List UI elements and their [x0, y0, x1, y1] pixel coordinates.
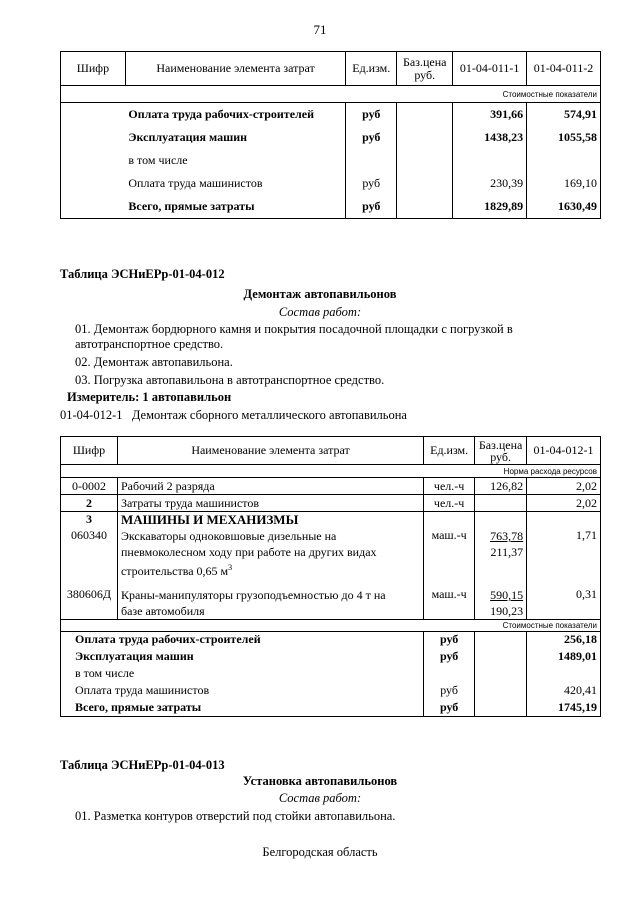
table-row: 0-0002 Рабочий 2 разряда чел.-ч 126,82 2,02	[61, 478, 601, 495]
work-item-013-1: 01. Разметка контуров отверстий под стойки автопавильона.	[75, 809, 396, 823]
table-row: Оплата труда машинистов руб 230,39 169,10	[61, 172, 601, 195]
page-number: 71	[313, 22, 327, 37]
resources-label: Норма расхода ресурсов	[61, 465, 601, 478]
header-unit: Ед.изм.	[346, 52, 397, 86]
table-row: в том числе	[61, 149, 601, 172]
table-row: Всего, прямые затраты руб 1829,89 1630,49	[61, 195, 601, 219]
footer-region: Белгородская область	[262, 845, 378, 859]
header-name: Наименование элемента затрат	[125, 52, 345, 86]
table-row: Всего, прямые затраты руб 1745,19	[61, 699, 601, 717]
header-base-price: Баз.цена руб.	[397, 52, 453, 86]
cost-table-011	[60, 51, 601, 219]
work-item-2: 02. Демонтаж автопавильона.	[75, 355, 233, 369]
table-row: в том числе	[61, 665, 601, 682]
resource-table-012	[60, 436, 601, 717]
table-row: Оплата труда машинистов руб 420,41	[61, 682, 601, 699]
table-title-012: Таблица ЭСНиЕРр-01-04-012	[60, 267, 225, 281]
table-header-row	[61, 52, 601, 86]
table-row: 3 МАШИНЫ И МЕХАНИЗМЫ	[61, 512, 601, 529]
meter-label: Измеритель: 1 автопавильон	[67, 390, 232, 404]
table-header-row: Шифр Наименование элемента затрат Ед.изм. Баз.цена руб. 01-04-012-1	[61, 437, 601, 465]
header-col2: 01-04-011-2	[527, 52, 601, 86]
table-row: 380606Д Краны-манипуляторы грузоподъемностью до 4 т на базе автомобиля маш.-ч 590,15 190,23 0,31	[61, 587, 601, 620]
header-code: Шифр	[61, 52, 126, 86]
table-row: 060340 Экскаваторы одноковшовые дизельные на пневмоколесном ходу при работе на других видах строительства 0,65 $м^3$ маш.-ч 763,78 211,37 1,71	[61, 528, 601, 587]
work-item-1a: 01. Демонтаж бордюрного камня и покрытия посадочной площадки с погрузкой в	[75, 322, 513, 336]
table-row: Оплата труда рабочих-строителей руб 391,66 574,91	[61, 103, 601, 126]
work-composition-label: Состав работ:	[278, 305, 362, 319]
cost-label: Стоимостные показатели	[61, 620, 601, 632]
work-composition-label-013: Состав работ:	[278, 791, 362, 805]
work-item-3: 03. Погрузка автопавильона в автотранспортное средство.	[75, 373, 385, 387]
table-row: Эксплуатация машин руб 1489,01	[61, 648, 601, 665]
table-row: Эксплуатация машин руб 1438,23 1055,58	[61, 126, 601, 149]
section-title-013: Установка автопавильонов	[242, 774, 398, 788]
table-title-013: Таблица ЭСНиЕРр-01-04-013	[60, 758, 225, 772]
table-row: Оплата труда рабочих-строителей руб 256,18	[61, 632, 601, 648]
section-title-012: Демонтаж автопавильонов	[243, 287, 397, 301]
section-label: Стоимостные показатели	[61, 86, 601, 103]
table-row: 2 Затраты труда машинистов чел.-ч 2,02	[61, 495, 601, 512]
work-item-1b: автотранспортное средство.	[75, 337, 224, 351]
header-col1: 01-04-011-1	[453, 52, 527, 86]
item-description: 01-04-012-1 Демонтаж сборного металлического автопавильона	[60, 408, 407, 422]
